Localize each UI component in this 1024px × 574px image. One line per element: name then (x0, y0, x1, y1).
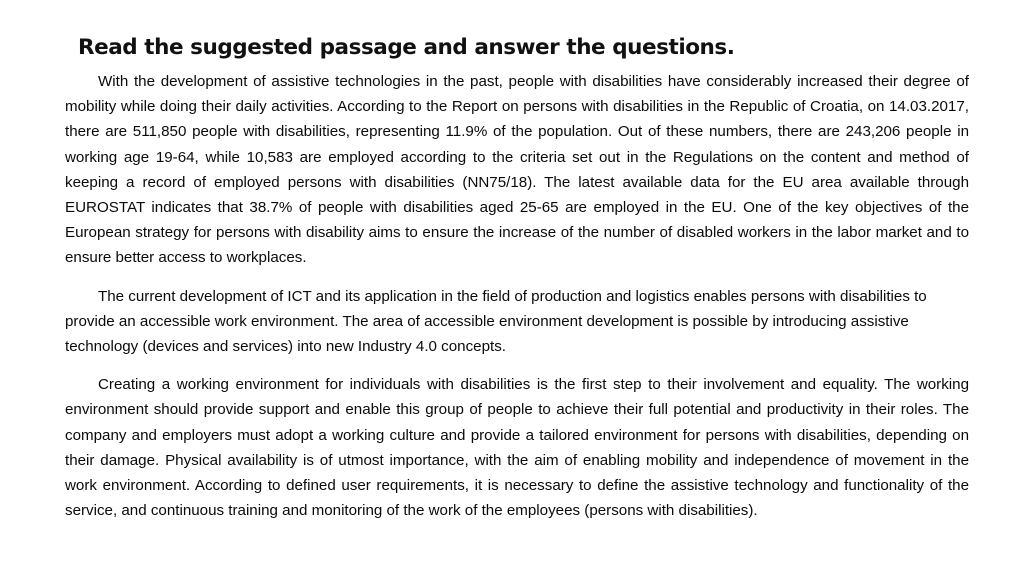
passage-paragraph-1: With the development of assistive technologies in the past, people with disabilities have considerably increased their degree of mobility while doing their daily activities. According to the Report on persons with disabilities in the Republic of Croatia, on 14.03.2017, there are 511,850 people with disabilities, representing 11.9% of the population. Out of these numbers, there are 243,206 people in working age 19-64, while 10,583 are employed according to the criteria set out in the Regulations on the content and method of keeping a record of employed persons with disabilities (NN75/18). The latest available data for the EU area available through EUROSTAT indicates that 38.7% of people with disabilities aged 25-65 are employed in the EU. One of the key objectives of the European strategy for persons with disability aims to ensure the increase of the number of disabled workers in the labor market and to ensure better access to workplaces. (65, 73, 969, 267)
passage-paragraph-3: Creating a working environment for individuals with disabilities is the first step to their involvement and equality. The working environment should provide support and enable this group of people to achieve their full potential and productivity in their roles. The company and employers must adopt a working culture and provide a tailored environment for persons with disabilities, depending on their damage. Physical availability is of utmost importance, with the aim of enabling mobility and independence of movement in the work environment. According to defined user requirements, it is necessary to define the assistive technology and functionality of the service, and continuous training and monitoring of the work of the employees (persons with disabilities). (65, 376, 969, 520)
page-title: Read the suggested passage and answer the questions. (78, 35, 735, 61)
passage-body (65, 69, 969, 523)
passage-paragraph-2: The current development of ICT and its application in the field of production and logistics enables persons with disabilities to provide an accessible work environment. The area of accessible environment development is possible by introducing assistive technology (devices and services) into new Industry 4.0 concepts. (65, 287, 927, 356)
